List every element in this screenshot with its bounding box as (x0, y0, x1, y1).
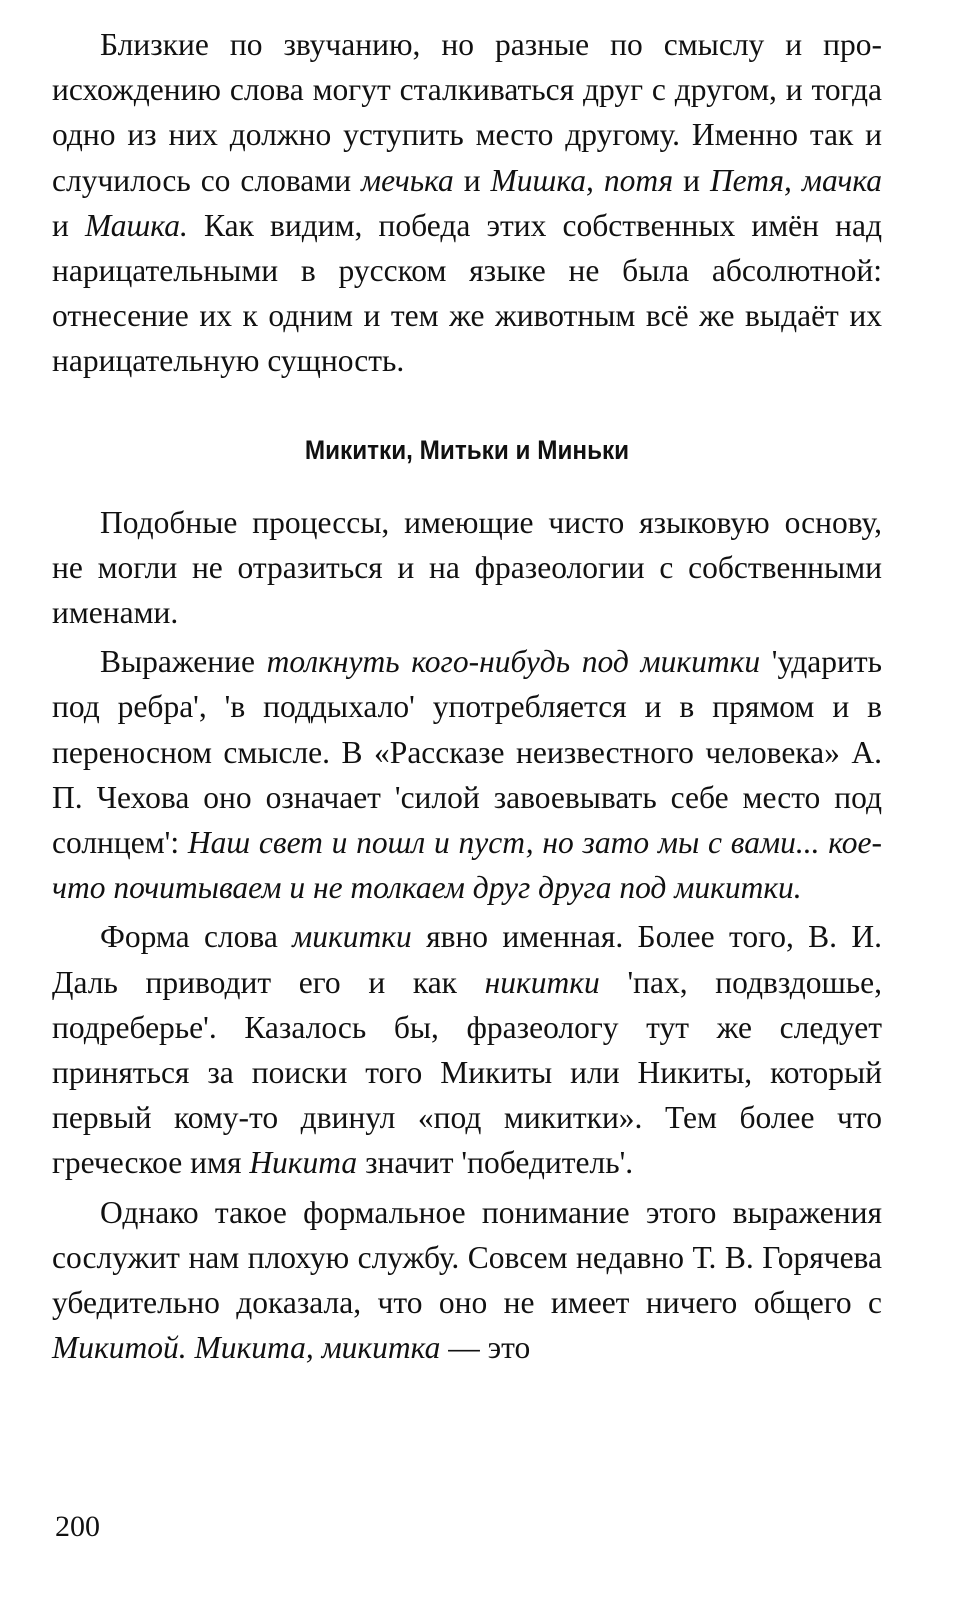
text-run: 'пах, подвздошье, подреберье'. Казалось бы, фразеологу тут же следует приняться за поиски того Микиты или Никиты, который первый кому-то двинул «под микитки». Тем более что греческое имя (52, 964, 882, 1181)
paragraph (52, 914, 882, 1185)
text-run: Форма слова (100, 919, 293, 955)
italic-text: потя (603, 162, 674, 198)
main-section (52, 500, 882, 1371)
text-run: значит 'победитель'. (357, 1145, 634, 1181)
text-run: Выражение (100, 644, 267, 680)
text-run: и (673, 162, 710, 198)
italic-text: Наш свет и пошл и пуст, но зато мы с вами... кое-что почитываем и не толкаем друг друга под микитки. (52, 825, 883, 906)
italic-text: Петя, (709, 162, 792, 198)
italic-text: никитки (484, 964, 600, 1000)
italic-text: толкнуть кого-нибудь под микитки (266, 644, 761, 680)
paragraph (52, 639, 882, 910)
italic-text: Никита (249, 1145, 358, 1181)
italic-text: мечька (361, 162, 454, 198)
paragraph (52, 22, 882, 384)
paragraph (52, 1190, 882, 1371)
text-run: и (52, 207, 85, 243)
paragraph (52, 500, 882, 636)
italic-text: микитки (292, 919, 412, 955)
text-run (792, 163, 802, 198)
text-run: Однако такое формальное понимание этого выражения сослужит нам плохую службу. Совсем недавно Т. В. Горячева убедительно доказала, что оно не имеет ничего общего с (52, 1194, 882, 1321)
text-run: 'ударить под ребра', 'в поддыхало' употребляется и в прямом и в переносном смысле. В «Рассказе неизвестного человека» А. П. Чехова оно означает 'силой завоевывать себе место под солнцем': (52, 644, 882, 861)
text-run: Близкие по звучанию, но разные по смыслу и происхождению слова могут сталкиваться друг с другом, и тогда одно из них должно уступить место другому. Именно так и случилось со словами (52, 27, 882, 198)
italic-text: мачка (801, 162, 883, 198)
text-run: и (453, 162, 491, 198)
text-run (594, 163, 604, 198)
page-number: 200 (55, 1510, 100, 1543)
italic-text: Мишка, (490, 162, 594, 198)
page-body (52, 22, 882, 1370)
text-run: явно именная. Более того, В. И. Даль приводит его и как (52, 919, 883, 1000)
text-run: Подобные процессы, имеющие чисто языковую основу, не могли не отразиться и на фразеологии с собственными именами. (52, 504, 882, 631)
section-heading: Микитки, Митьки и Миньки (304, 434, 630, 465)
text-run: Как видим, победа этих собственных имён над нарицательными в русском языке не была абсолютной: отнесение их к одним и тем же животным всё же выдаёт их нарицательную сущность. (52, 207, 882, 379)
intro-section (52, 22, 882, 384)
italic-text: Микитой. Микита, микитка (52, 1330, 441, 1366)
italic-text: Машка. (84, 207, 188, 243)
text-run: — это (440, 1330, 531, 1366)
